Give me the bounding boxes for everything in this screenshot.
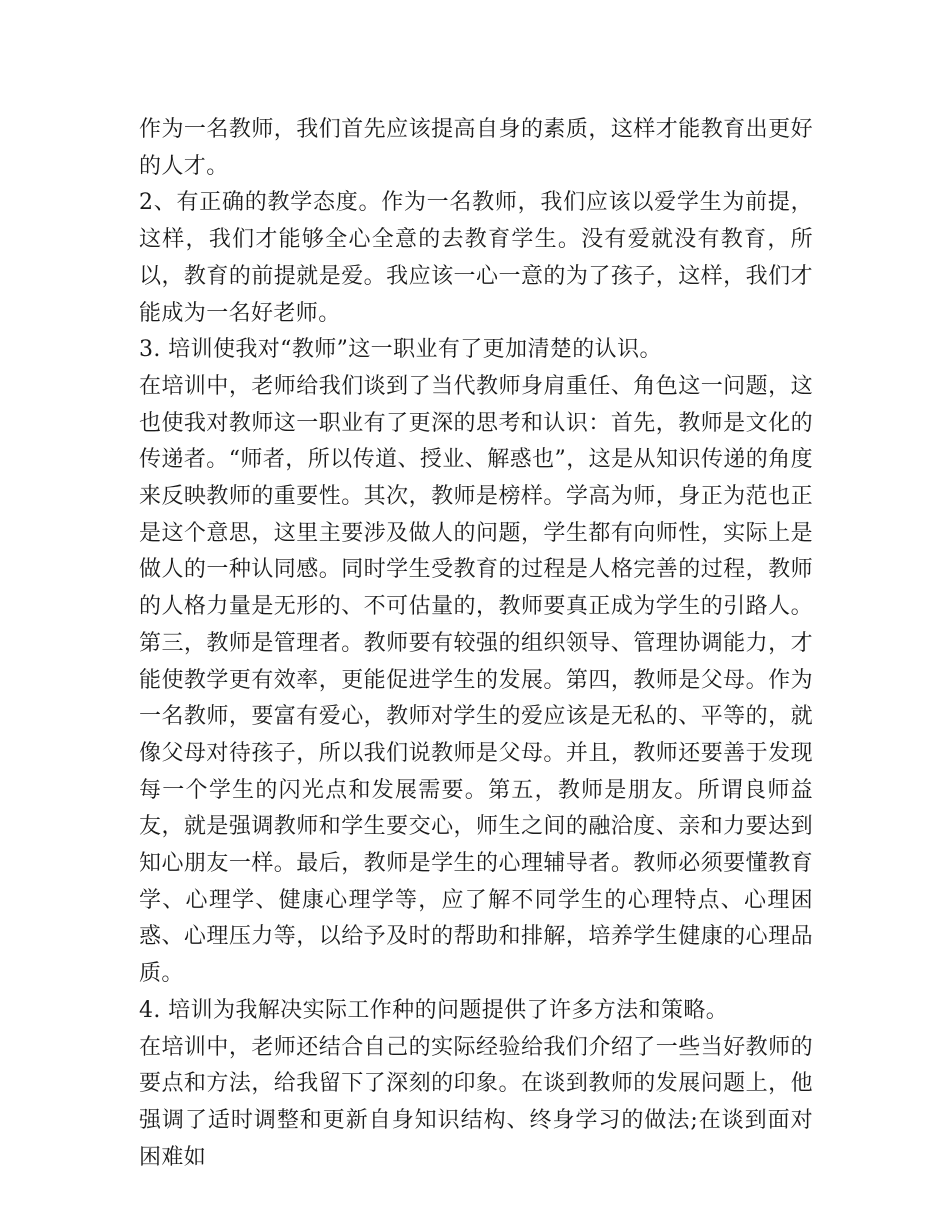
paragraph: 3. 培训使我对“教师”这一职业有了更加清楚的认识。: [139, 337, 662, 363]
paragraph: 2、有正确的教学态度。作为一名教师，我们应该以爱学生为前提，这样，我们才能够全心全意的去教育学生。没有爱就没有教育，所以，教育的前提就是爱。我应该一心一意的为了孩子，这样，我们才能成为一名好老师。: [139, 190, 813, 326]
paragraph: 在培训中，老师还结合自己的实际经验给我们介绍了一些当好教师的要点和方法，给我留下了深刻的印象。在谈到教师的发展问题上，他强调了适时调整和更新自身知识结构、终身学习的做法;在谈到面对困难如: [139, 1034, 813, 1170]
paragraph: 在培训中，老师给我们谈到了当代教师身肩重任、角色这一问题，这也使我对教师这一职业有了更深的思考和认识：首先，教师是文化的传递者。“师者，所以传道、授业、解惑也”，这是从知识传递的角度来反映教师的重要性。其次，教师是榜样。学高为师，身正为范也正是这个意思，这里主要涉及做人的问题，学生都有向师性，实际上是做人的一种认同感。同时学生受教育的过程是人格完善的过程，教师的人格力量是无形的、不可估量的，教师要真正成为学生的引路人。第三，教师是管理者。教师要有较强的组织领导、管理协调能力，才能使教学更有效率，更能促进学生的发展。第四，教师是父母。作为一名教师，要富有爱心，教师对学生的爱应该是无私的、平等的，就像父母对待孩子，所以我们说教师是父母。并且，教师还要善于发现每一个学生的闪光点和发展需要。第五，教师是朋友。所谓良师益友，就是强调教师和学生要交心，师生之间的融洽度、亲和力要达到知心朋友一样。最后，教师是学生的心理辅导者。教师必须要懂教育学、心理学、健康心理学等，应了解不同学生的心理特点、心理困惑、心理压力等，以给予及时的帮助和排解，培养学生健康的心理品质。: [139, 373, 813, 987]
document-body: [139, 112, 813, 1176]
paragraph: 作为一名教师，我们首先应该提高自身的素质，这样才能教育出更好的人才。: [139, 117, 813, 179]
paragraph: 4. 培训为我解决实际工作种的问题提供了许多方法和策略。: [139, 997, 729, 1023]
